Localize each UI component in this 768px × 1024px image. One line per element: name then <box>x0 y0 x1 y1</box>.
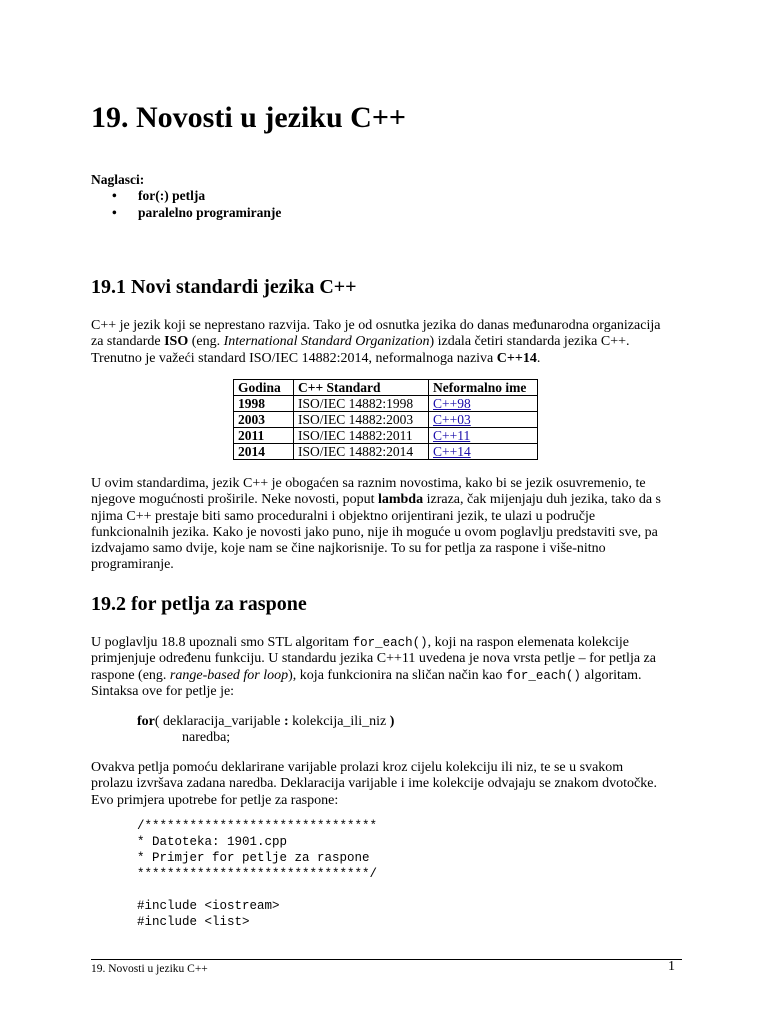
syntax-line: for( deklaracija_varijable : kolekcija_ili_niz ) <box>137 714 395 729</box>
footer-divider <box>91 959 682 960</box>
highlight-item: • for(:) petlja <box>112 188 206 203</box>
code-listing: /******************************* * Datoteka: 1901.cpp * Primjer for petlje za raspone *******************************/ #include <iostream> #include <list> <box>137 819 378 929</box>
highlight-item: • paralelno programiranje <box>112 205 282 220</box>
footer-title: 19. Novosti u jeziku C++ <box>91 963 208 975</box>
table-header-row: Godina C++ Standard Neformalno ime <box>234 380 538 396</box>
paragraph-standards-intro: C++ je jezik koji se neprestano razvija. Tako je od osnutka jezika do danas međunarodna organizacija za standarde ISO (eng. International Standard Organization) izdala četiri standarda jezika C++. Trenutno je važeći standard ISO/IEC 14882:2014, neformalnoga naziva C++14. <box>91 318 661 366</box>
standard-link[interactable]: C++14 <box>433 444 471 459</box>
syntax-body: naredba; <box>182 730 231 745</box>
page-number: 1 <box>668 959 675 974</box>
section-heading-1: 19.1 Novi standardi jezika C++ <box>91 276 357 298</box>
standard-link[interactable]: C++03 <box>433 412 471 427</box>
chapter-title: 19. Novosti u jeziku C++ <box>91 101 407 134</box>
table-row: 2014 ISO/IEC 14882:2014 C++14 <box>234 444 538 460</box>
paragraph-range-for-explain: Ovakva petlja pomoću deklarirane varijable prolazi kroz cijelu kolekciju ili niz, te se u svakom prolazu izvršava zadana naredba. Deklaracija varijable i ime kolekcije odvajaju se znakom dvotočke. Evo primjera upotrebe for petlje za raspone: <box>91 760 657 808</box>
table-row: 2011 ISO/IEC 14882:2011 C++11 <box>234 428 538 444</box>
paragraph-range-for-intro: U poglavlju 18.8 upoznali smo STL algoritam for_each(), koji na raspon elemenata kolekcije primjenjuje određenu funkciju. U standardu jezika C++11 uvedena je nova vrsta petlje – for petlja za raspone (eng. range-based for loop), koja funkcionira na sličan način kao for_each() algoritam. Sintaksa ove for petlje je: <box>91 635 656 699</box>
highlights-label: Naglasci: <box>91 172 145 187</box>
standard-link[interactable]: C++98 <box>433 396 471 411</box>
table-row: 1998 ISO/IEC 14882:1998 C++98 <box>234 396 538 412</box>
paragraph-standards-novelties: U ovim standardima, jezik C++ je obogaćen sa raznim novostima, kako bi se jezik osuvremenio, te njegove mogućnosti proširile. Neke novosti, poput lambda izraza, čak mijenjaju duh jezika, tako da s njima C++ prestaje biti samo proceduralni i objektno orijentirani jezik, te ulazi u područje funkcionalnih jezika. Kako je novosti jako puno, nije ih moguće u ovom poglavlju predstaviti sve, pa izdvajamo samo dvije, koje nam se čine najkorisnije. To su for petlja za raspone i više-nitno programiranje. <box>91 476 661 573</box>
table-row: 2003 ISO/IEC 14882:2003 C++03 <box>234 412 538 428</box>
section-heading-2: 19.2 for petlja za raspone <box>91 593 307 615</box>
standards-table <box>233 379 538 460</box>
standard-link[interactable]: C++11 <box>433 428 471 443</box>
